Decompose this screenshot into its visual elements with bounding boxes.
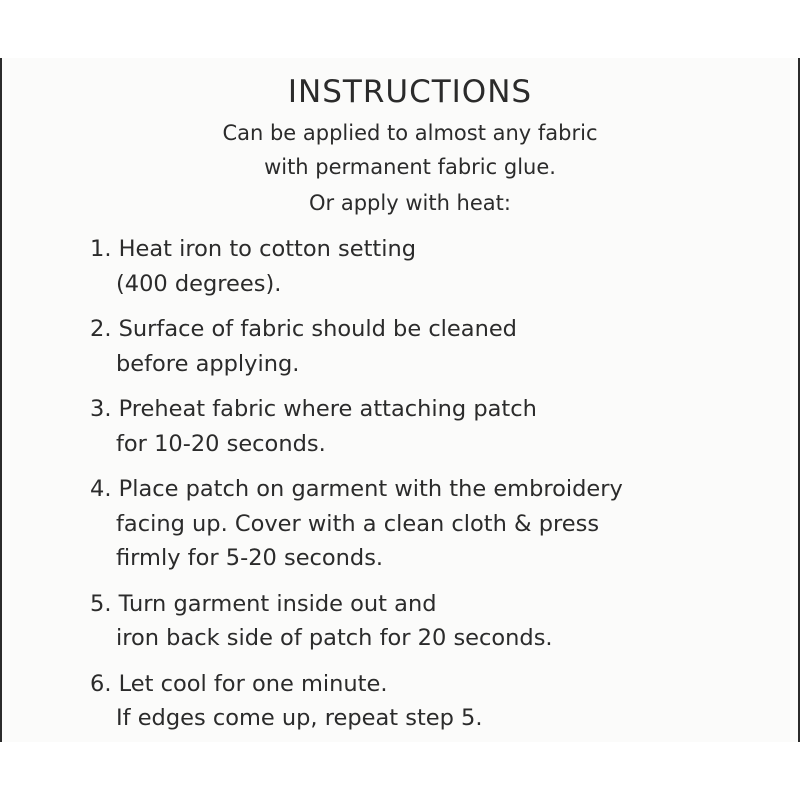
step-1 [90,232,790,301]
intro-text [0,116,800,184]
step-6-line-2: If edges come up, repeat step 5. [116,705,483,731]
step-2-line-1: 2. Surface of fabric should be cleaned [90,316,517,342]
instructions-title: INSTRUCTIONS [287,74,533,110]
step-3-line-1: 3. Preheat fabric where attaching patch [90,396,537,422]
step-4-line-2: facing up. Cover with a clean cloth & press [116,510,600,537]
step-3 [90,392,790,461]
step-3-line-2: for 10-20 seconds. [116,430,326,457]
intro-line-1: Can be applied to almost any fabric [222,121,598,145]
step-2 [90,312,790,381]
step-5 [90,587,790,656]
step-1-line-2: (400 degrees). [116,270,282,297]
step-5-line-2: iron back side of patch for 20 seconds. [116,625,553,651]
step-1-line-1: 1. Heat iron to cotton setting [90,236,417,262]
step-4-line-1: 4. Place patch on garment with the embroidery [90,476,623,502]
intro-line-2: with permanent fabric glue. [264,155,556,179]
steps-list [90,232,790,747]
heat-intro: Or apply with heat: [309,191,511,215]
step-6 [90,667,790,736]
step-6-line-1: 6. Let cool for one minute. [90,670,388,697]
step-4 [90,472,790,576]
step-2-line-2: before applying. [116,350,300,377]
step-4-line-3: firmly for 5-20 seconds. [116,545,384,571]
step-5-line-1: 5. Turn garment inside out and [90,590,437,617]
